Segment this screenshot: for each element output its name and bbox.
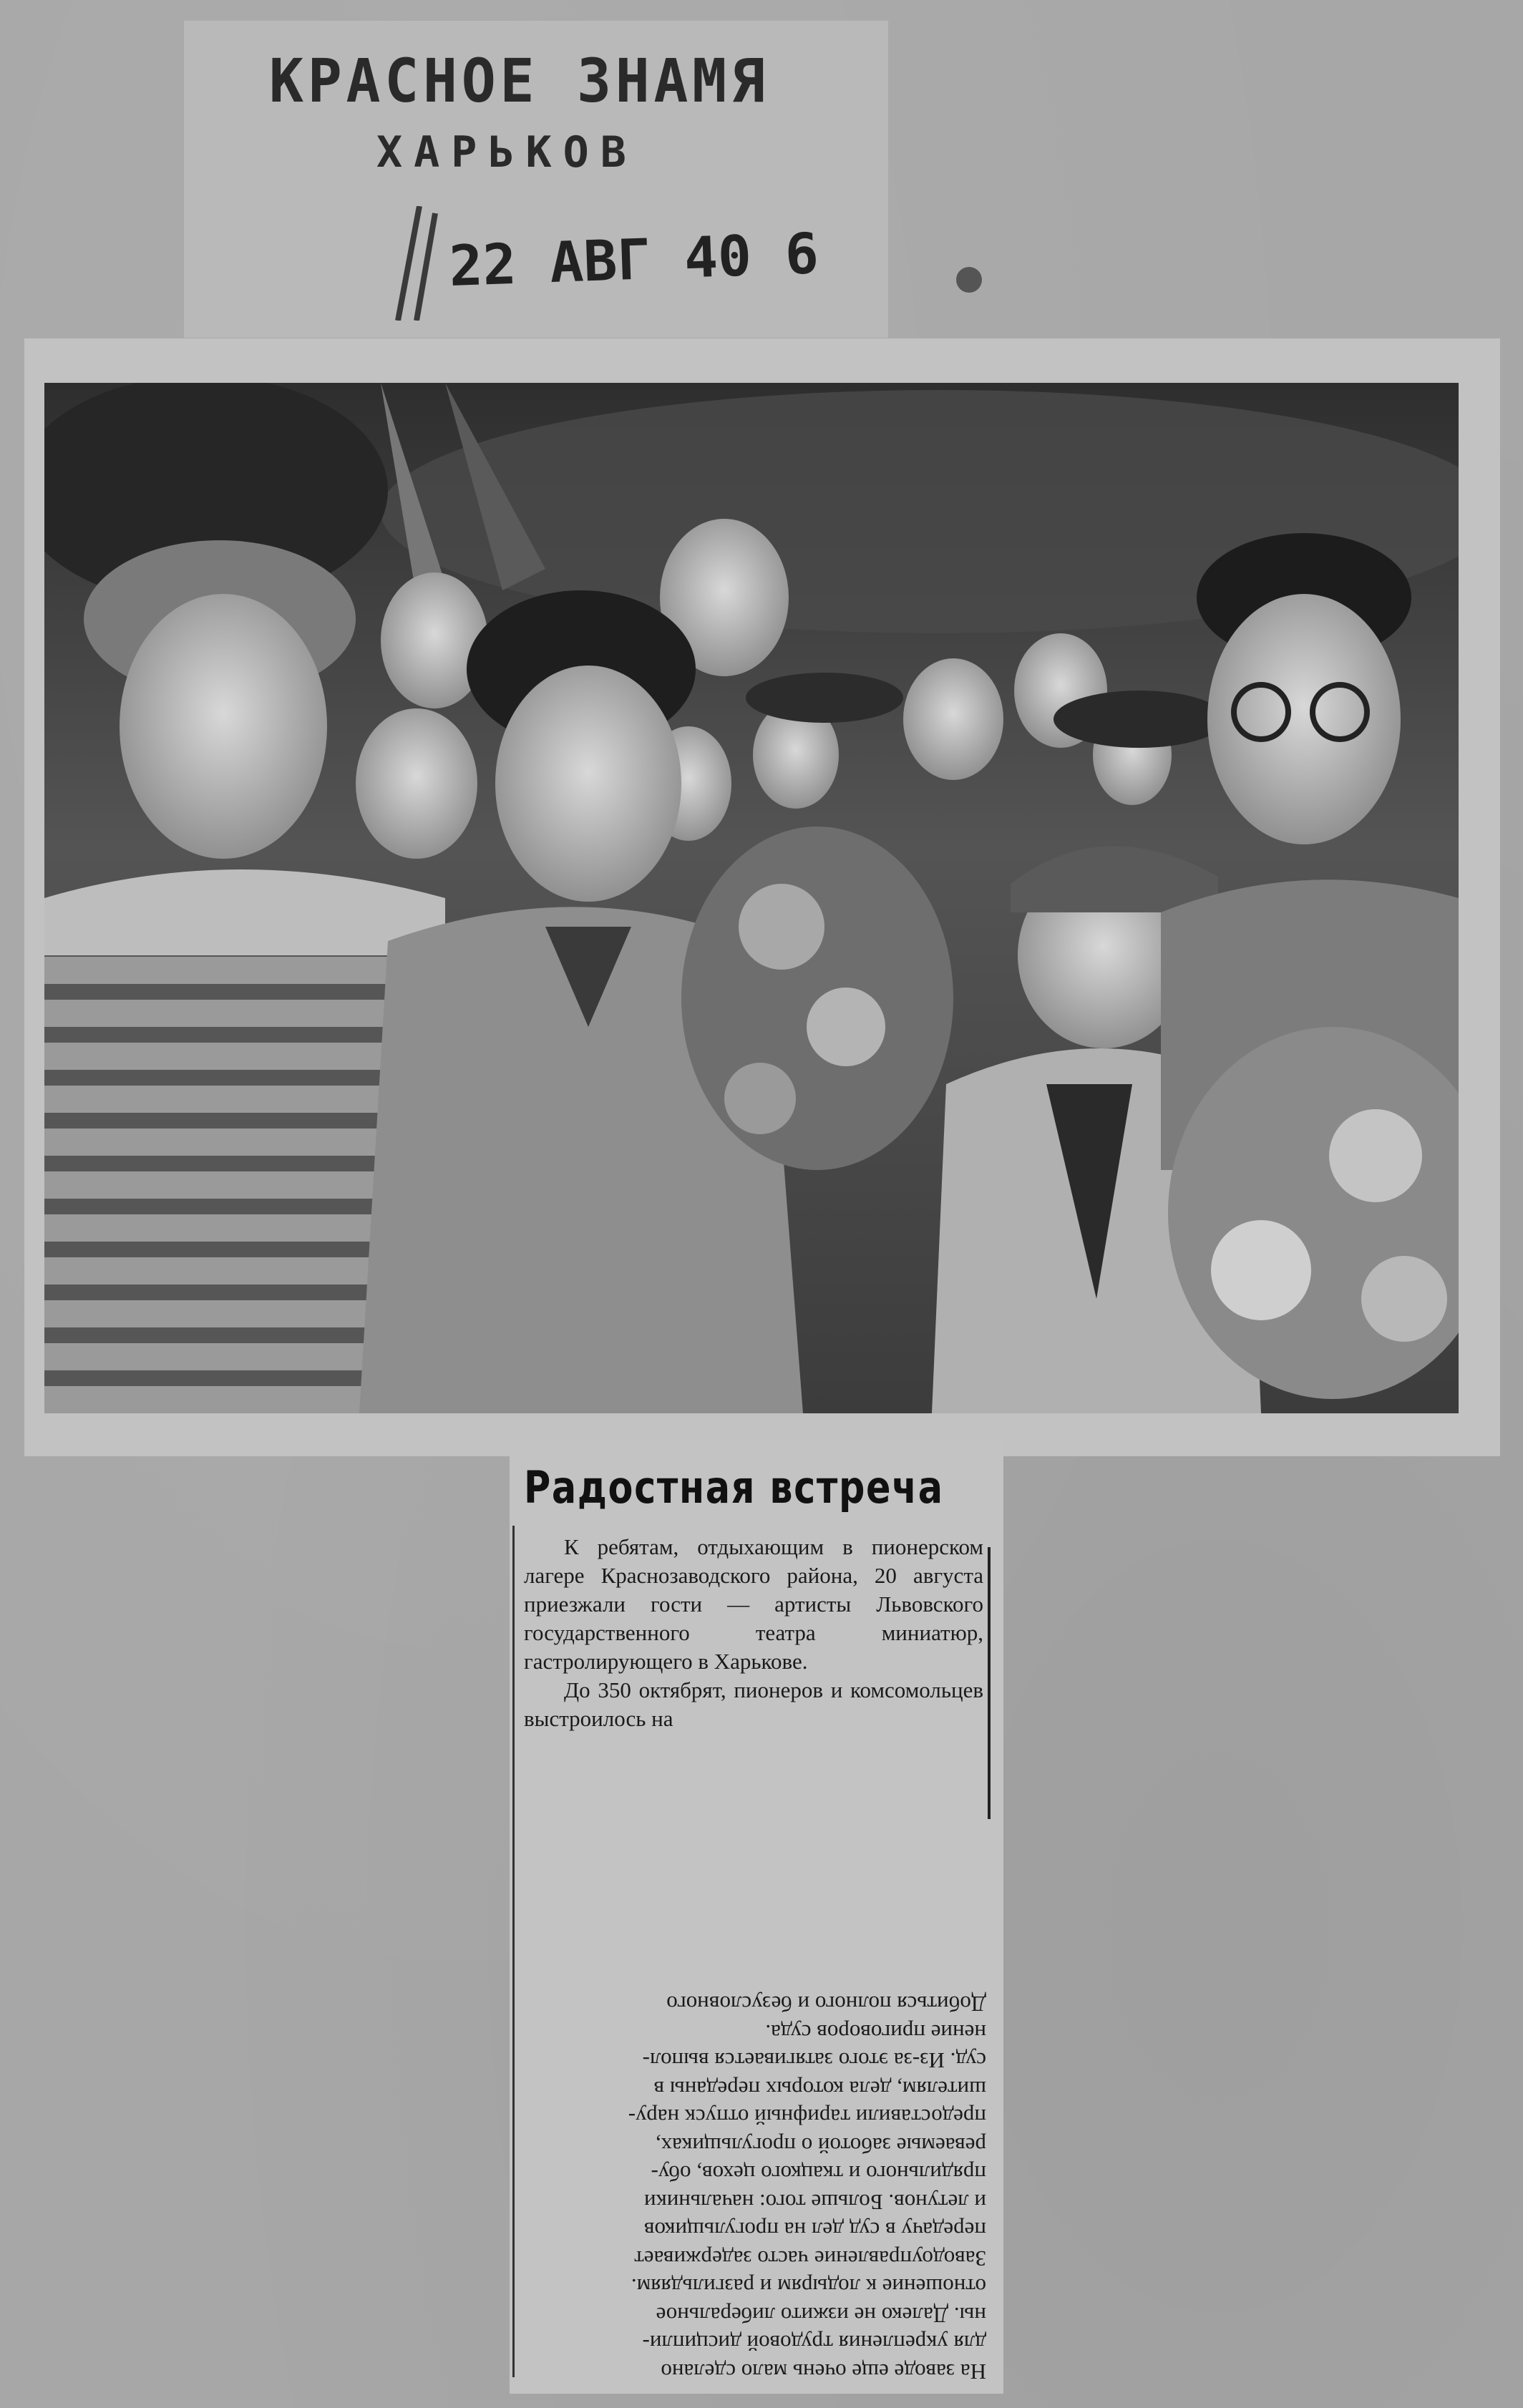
- reverse-line: отношение к лодырям и разгильдяям.: [631, 2274, 986, 2300]
- reverse-line: Добиться полного и безусловного: [666, 1992, 986, 2017]
- reverse-line: предоставили тарифный отпуск нару-: [628, 2105, 986, 2130]
- pin-hole: [956, 267, 982, 293]
- reverse-line: передачу в суд дел на прогульщиков: [643, 2218, 986, 2243]
- reverse-line: ны. Далеко не изжито либеральное: [656, 2303, 986, 2328]
- article-paragraph: К ребятам, отдыхающим в пионерском лагере Краснозаводского района, 20 августа приезжали гости — артисты Львовского государственного театра миниатюр, гастролирующего в Харькове.: [524, 1534, 983, 1674]
- column-rule-right: [988, 1547, 991, 1819]
- reverse-line: и летунов. Больше того: начальники: [644, 2190, 986, 2215]
- photo-clipping: [24, 338, 1500, 1456]
- stamp-date: 22 АВГ 40 6: [448, 221, 820, 299]
- reverse-line: для укрепления трудовой дисципли-: [642, 2331, 986, 2356]
- article-paragraph: До 350 октябрят, пионеров и комсомольцев выстроилось на: [524, 1677, 983, 1731]
- reverse-line: нение приговоров суда.: [765, 2020, 986, 2045]
- reverse-line: шителям, дела которых переданы в: [653, 2077, 986, 2102]
- article-headline: Радостная встреча: [524, 1461, 944, 1513]
- article-clipping: [510, 1440, 1003, 2394]
- reverse-line: суд. Из-за этого затягивается выпол-: [642, 2048, 986, 2074]
- stamp-city: ХАРЬКОВ: [376, 127, 638, 177]
- reverse-line: Заводоуправление часто задерживает: [634, 2246, 986, 2271]
- column-rule-left: [512, 1526, 515, 2377]
- stamp-slash-mark: [391, 206, 441, 321]
- reverse-line: На заводе еще очень мало сделано: [661, 2359, 986, 2384]
- reverse-side-text: [521, 1820, 986, 2386]
- reverse-line: реваемые заботой о прогульщиках,: [655, 2133, 986, 2158]
- newspaper-stamp: [183, 20, 889, 338]
- stamp-newspaper-name: КРАСНОЕ ЗНАМЯ: [269, 46, 769, 116]
- article-body: [524, 1533, 983, 1733]
- group-photo: [44, 383, 1459, 1413]
- reverse-line: прядильного и ткацкого цехов, обу-: [651, 2161, 986, 2187]
- photo-image: [44, 383, 1459, 1413]
